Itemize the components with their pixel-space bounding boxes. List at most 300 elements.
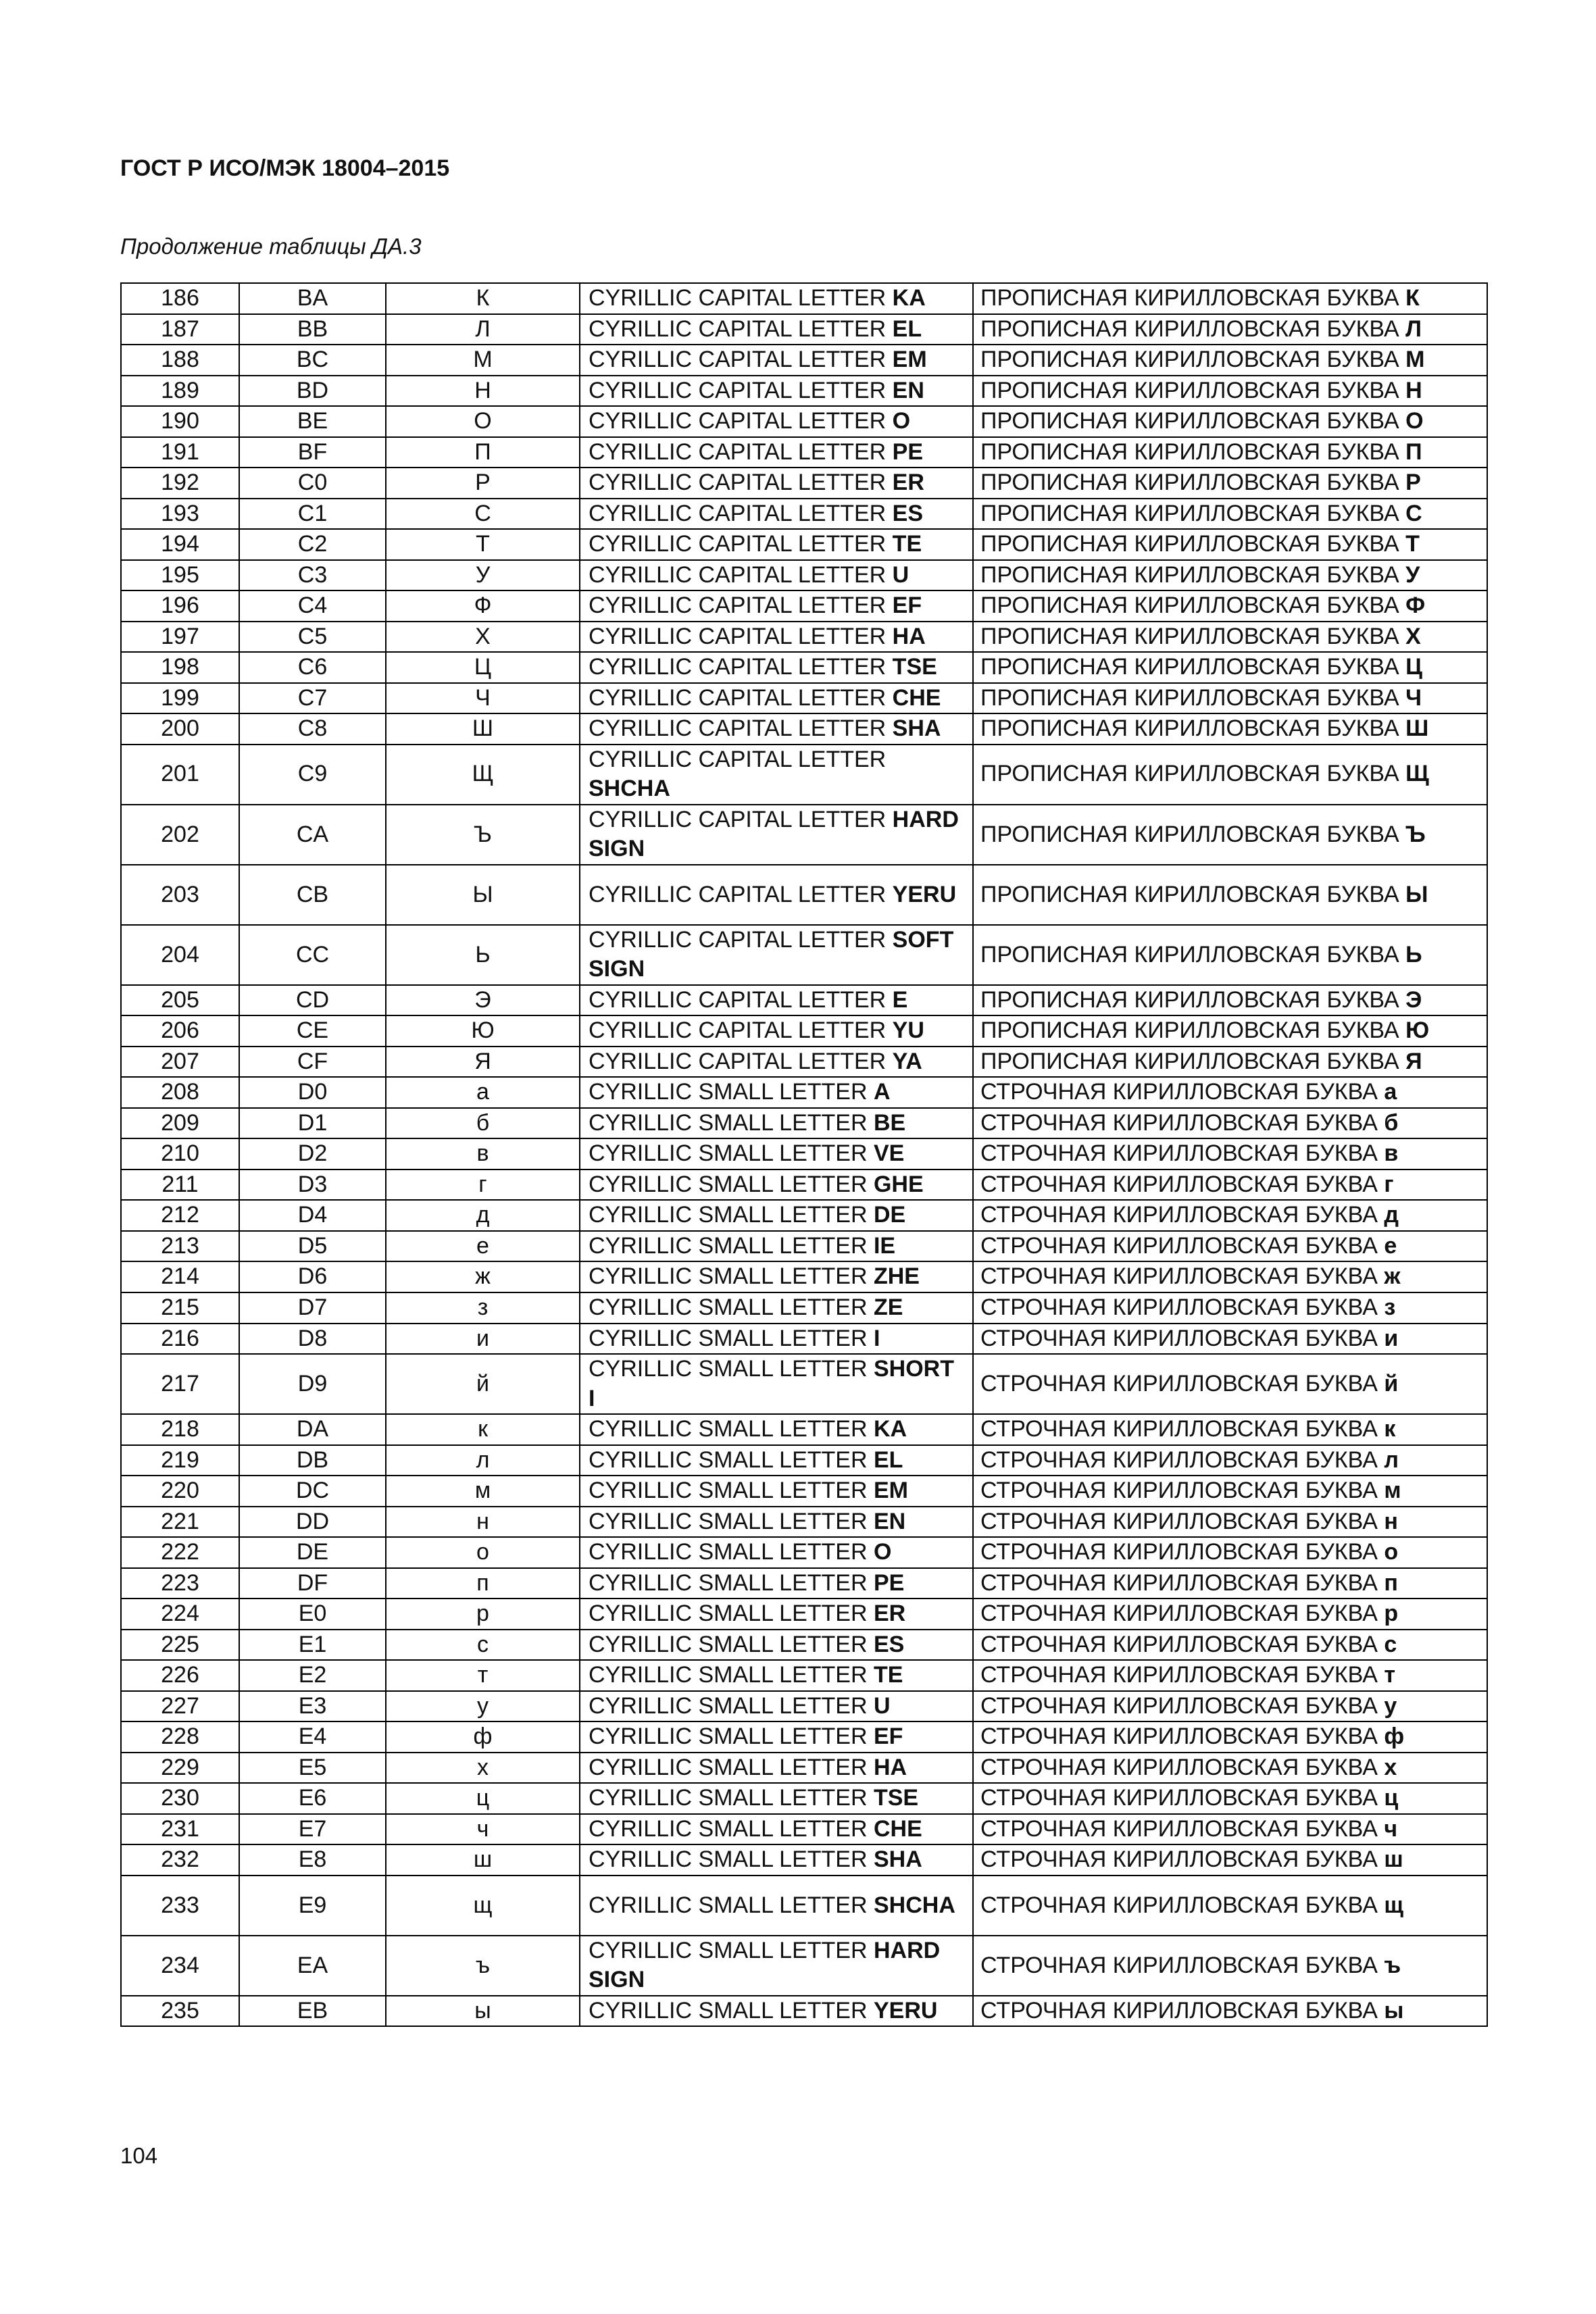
russian-name-prefix: ПРОПИСНАЯ КИРИЛЛОВСКАЯ БУКВА (980, 881, 1406, 907)
russian-name-cell (973, 1231, 1487, 1262)
unicode-name-prefix: CYRILLIC CAPITAL LETTER (589, 986, 893, 1013)
russian-name-prefix: СТРОЧНАЯ КИРИЛЛОВСКАЯ БУКВА (980, 1140, 1385, 1167)
russian-name-prefix: СТРОЧНАЯ КИРИЛЛОВСКАЯ БУКВА (980, 1294, 1385, 1320)
unicode-name-cell (580, 345, 973, 376)
russian-name-prefix: ПРОПИСНАЯ КИРИЛЛОВСКАЯ БУКВА (980, 715, 1406, 742)
unicode-name-prefix: CYRILLIC SMALL LETTER (589, 1447, 874, 1473)
glyph-cell: Х (386, 622, 580, 653)
russian-letter: ж (1384, 1263, 1401, 1290)
table-row (121, 1630, 1487, 1661)
unicode-letter-name: EF (892, 593, 922, 619)
hex-code-cell: E6 (239, 1783, 386, 1814)
hex-code-cell: D7 (239, 1292, 386, 1324)
russian-letter: й (1384, 1370, 1399, 1397)
glyph-cell: О (386, 406, 580, 437)
decimal-code-cell: 187 (121, 314, 239, 345)
russian-name-prefix: СТРОЧНАЯ КИРИЛЛОВСКАЯ БУКВА (980, 1997, 1385, 2023)
table-row (121, 1292, 1487, 1324)
russian-letter: М (1405, 347, 1425, 373)
table-row (121, 1568, 1487, 1599)
hex-code-cell: DF (239, 1568, 386, 1599)
unicode-name-cell (580, 499, 973, 530)
unicode-letter-name: ES (892, 500, 924, 526)
glyph-cell: з (386, 1292, 580, 1324)
table-row (121, 314, 1487, 345)
unicode-name-cell (580, 622, 973, 653)
hex-code-cell: BA (239, 283, 386, 314)
unicode-name-cell (580, 468, 973, 499)
unicode-name-cell (580, 1200, 973, 1231)
unicode-letter-name: TSE (873, 1785, 919, 1811)
russian-letter: з (1384, 1294, 1396, 1320)
unicode-letter-name: SHCHA (873, 1892, 955, 1918)
hex-code-cell: EB (239, 1996, 386, 2027)
decimal-code-cell: 234 (121, 1936, 239, 1996)
unicode-letter-name: GHE (873, 1171, 924, 1197)
unicode-name-cell (580, 1814, 973, 1845)
russian-name-cell (973, 468, 1487, 499)
russian-name-cell (973, 985, 1487, 1016)
russian-letter: Э (1405, 986, 1422, 1013)
unicode-name-prefix: CYRILLIC CAPITAL LETTER (589, 1048, 893, 1074)
unicode-letter-name: ES (873, 1631, 905, 1657)
table-row (121, 437, 1487, 468)
russian-name-cell (973, 1783, 1487, 1814)
unicode-name-prefix: CYRILLIC SMALL LETTER (589, 1539, 874, 1565)
table-row (121, 529, 1487, 560)
glyph-cell: ч (386, 1814, 580, 1845)
russian-name-cell (973, 283, 1487, 314)
table-row (121, 1324, 1487, 1355)
russian-letter: Ч (1405, 684, 1422, 711)
russian-name-prefix: СТРОЧНАЯ КИРИЛЛОВСКАЯ БУКВА (980, 1508, 1385, 1534)
decimal-code-cell: 225 (121, 1630, 239, 1661)
russian-letter: р (1384, 1601, 1399, 1627)
unicode-name-cell (580, 865, 973, 925)
unicode-letter-name: KA (892, 285, 926, 311)
glyph-cell: к (386, 1414, 580, 1445)
table-row (121, 1077, 1487, 1108)
hex-code-cell: C2 (239, 529, 386, 560)
unicode-letter-name: EN (873, 1508, 906, 1534)
decimal-code-cell: 219 (121, 1445, 239, 1476)
unicode-name-prefix: CYRILLIC SMALL LETTER (589, 1171, 874, 1197)
glyph-cell: Ъ (386, 805, 580, 865)
decimal-code-cell: 227 (121, 1691, 239, 1722)
russian-name-cell (973, 1568, 1487, 1599)
decimal-code-cell: 210 (121, 1138, 239, 1169)
table-row (121, 1537, 1487, 1568)
unicode-name-prefix: CYRILLIC SMALL LETTER (589, 1631, 874, 1657)
russian-name-prefix: СТРОЧНАЯ КИРИЛЛОВСКАЯ БУКВА (980, 1692, 1385, 1719)
russian-name-prefix: ПРОПИСНАЯ КИРИЛЛОВСКАЯ БУКВА (980, 377, 1406, 403)
russian-name-prefix: ПРОПИСНАЯ КИРИЛЛОВСКАЯ БУКВА (980, 561, 1406, 588)
unicode-name-prefix: CYRILLIC CAPITAL LETTER (589, 438, 893, 465)
unicode-name-prefix: CYRILLIC SMALL LETTER (589, 1416, 874, 1442)
unicode-name-prefix: CYRILLIC CAPITAL LETTER (589, 470, 893, 496)
unicode-letter-name: KA (873, 1416, 907, 1442)
hex-code-cell: D3 (239, 1169, 386, 1201)
russian-name-prefix: СТРОЧНАЯ КИРИЛЛОВСКАЯ БУКВА (980, 1478, 1385, 1504)
unicode-name-prefix: CYRILLIC CAPITAL LETTER (589, 377, 893, 403)
unicode-name-cell (580, 1138, 973, 1169)
decimal-code-cell: 203 (121, 865, 239, 925)
decimal-code-cell: 230 (121, 1783, 239, 1814)
unicode-name-prefix: CYRILLIC CAPITAL LETTER (589, 1017, 893, 1044)
table-row (121, 1599, 1487, 1630)
unicode-letter-name: EN (892, 377, 924, 403)
decimal-code-cell: 205 (121, 985, 239, 1016)
unicode-name-cell (580, 1568, 973, 1599)
russian-name-prefix: ПРОПИСНАЯ КИРИЛЛОВСКАЯ БУКВА (980, 821, 1406, 847)
russian-name-prefix: СТРОЧНАЯ КИРИЛЛОВСКАЯ БУКВА (980, 1601, 1385, 1627)
hex-code-cell: D9 (239, 1354, 386, 1414)
decimal-code-cell: 222 (121, 1537, 239, 1568)
decimal-code-cell: 201 (121, 745, 239, 805)
glyph-cell: т (386, 1660, 580, 1691)
russian-letter: с (1384, 1631, 1397, 1657)
table-row (121, 683, 1487, 714)
unicode-letter-name: TE (873, 1662, 903, 1688)
decimal-code-cell: 191 (121, 437, 239, 468)
russian-name-prefix: СТРОЧНАЯ КИРИЛЛОВСКАЯ БУКВА (980, 1109, 1385, 1136)
unicode-name-cell (580, 283, 973, 314)
decimal-code-cell: 209 (121, 1108, 239, 1139)
hex-code-cell: DB (239, 1445, 386, 1476)
hex-code-cell: C8 (239, 713, 386, 745)
decimal-code-cell: 226 (121, 1660, 239, 1691)
table-row (121, 1844, 1487, 1876)
unicode-name-cell (580, 1108, 973, 1139)
unicode-name-cell (580, 1015, 973, 1047)
russian-name-cell (973, 314, 1487, 345)
russian-letter: х (1384, 1754, 1397, 1780)
russian-name-prefix: СТРОЧНАЯ КИРИЛЛОВСКАЯ БУКВА (980, 1815, 1385, 1842)
russian-name-cell (973, 529, 1487, 560)
glyph-cell: е (386, 1231, 580, 1262)
unicode-letter-name: ER (892, 470, 924, 496)
unicode-name-cell (580, 1537, 973, 1568)
russian-letter: Т (1405, 531, 1420, 557)
russian-name-prefix: СТРОЧНАЯ КИРИЛЛОВСКАЯ БУКВА (980, 1171, 1385, 1197)
unicode-letter-name: ER (873, 1601, 906, 1627)
decimal-code-cell: 216 (121, 1324, 239, 1355)
table-row (121, 1691, 1487, 1722)
russian-letter: Ш (1405, 715, 1429, 742)
table-row (121, 985, 1487, 1016)
russian-letter: Ц (1405, 654, 1422, 680)
glyph-cell: р (386, 1599, 580, 1630)
decimal-code-cell: 211 (121, 1169, 239, 1201)
russian-name-cell (973, 1476, 1487, 1507)
hex-code-cell: D8 (239, 1324, 386, 1355)
unicode-name-prefix: CYRILLIC SMALL LETTER (589, 1724, 874, 1750)
hex-code-cell: BF (239, 437, 386, 468)
russian-name-cell (973, 1844, 1487, 1876)
hex-code-cell: CB (239, 865, 386, 925)
unicode-letter-name: A (873, 1079, 891, 1105)
glyph-cell: в (386, 1138, 580, 1169)
table-row (121, 745, 1487, 805)
hex-code-cell: C7 (239, 683, 386, 714)
unicode-letter-name: TSE (892, 654, 937, 680)
unicode-letter-name: PE (892, 438, 924, 465)
hex-code-cell: E9 (239, 1876, 386, 1936)
russian-name-cell (973, 376, 1487, 407)
decimal-code-cell: 200 (121, 713, 239, 745)
hex-code-cell: D2 (239, 1138, 386, 1169)
russian-name-prefix: ПРОПИСНАЯ КИРИЛЛОВСКАЯ БУКВА (980, 1017, 1406, 1044)
table-row (121, 406, 1487, 437)
russian-letter: Я (1405, 1048, 1422, 1074)
unicode-name-cell (580, 1354, 973, 1414)
russian-name-cell (973, 1599, 1487, 1630)
russian-name-prefix: СТРОЧНАЯ КИРИЛЛОВСКАЯ БУКВА (980, 1202, 1385, 1228)
table-row (121, 1996, 1487, 2027)
russian-letter: ф (1384, 1724, 1405, 1750)
unicode-name-prefix: CYRILLIC SMALL LETTER (589, 1846, 874, 1873)
glyph-cell: К (386, 283, 580, 314)
russian-name-prefix: ПРОПИСНАЯ КИРИЛЛОВСКАЯ БУКВА (980, 941, 1406, 967)
russian-name-prefix: ПРОПИСНАЯ КИРИЛЛОВСКАЯ БУКВА (980, 500, 1406, 526)
unicode-letter-name: E (892, 986, 908, 1013)
unicode-name-prefix: CYRILLIC SMALL LETTER (589, 1294, 874, 1320)
russian-name-prefix: СТРОЧНАЯ КИРИЛЛОВСКАЯ БУКВА (980, 1846, 1385, 1873)
russian-name-cell (973, 1015, 1487, 1047)
unicode-name-prefix: CYRILLIC CAPITAL LETTER (589, 285, 893, 311)
russian-name-cell (973, 1814, 1487, 1845)
unicode-name-prefix: CYRILLIC CAPITAL LETTER (589, 881, 893, 907)
unicode-name-cell (580, 406, 973, 437)
glyph-cell: н (386, 1507, 580, 1538)
page-number: 104 (120, 2143, 158, 2168)
unicode-letter-name: BE (873, 1109, 906, 1136)
unicode-letter-name: CHE (892, 684, 941, 711)
decimal-code-cell: 206 (121, 1015, 239, 1047)
unicode-letter-name: EL (892, 316, 922, 342)
table-row (121, 805, 1487, 865)
russian-name-prefix: ПРОПИСНАЯ КИРИЛЛОВСКАЯ БУКВА (980, 1048, 1406, 1074)
unicode-name-prefix: CYRILLIC SMALL LETTER (589, 1892, 874, 1918)
unicode-name-cell (580, 652, 973, 683)
decimal-code-cell: 190 (121, 406, 239, 437)
russian-name-cell (973, 1537, 1487, 1568)
unicode-letter-name: ZHE (873, 1263, 920, 1290)
unicode-letter-name: PE (873, 1569, 905, 1596)
table-row (121, 925, 1487, 985)
russian-name-prefix: СТРОЧНАЯ КИРИЛЛОВСКАЯ БУКВА (980, 1325, 1385, 1351)
hex-code-cell: BD (239, 376, 386, 407)
unicode-name-cell (580, 1996, 973, 2027)
glyph-cell: м (386, 1476, 580, 1507)
unicode-name-prefix: CYRILLIC CAPITAL LETTER (589, 715, 893, 742)
russian-name-cell (973, 1169, 1487, 1201)
unicode-name-prefix: CYRILLIC SMALL LETTER (589, 1785, 874, 1811)
russian-name-prefix: ПРОПИСНАЯ КИРИЛЛОВСКАЯ БУКВА (980, 531, 1406, 557)
table-row (121, 468, 1487, 499)
decimal-code-cell: 194 (121, 529, 239, 560)
unicode-name-cell (580, 805, 973, 865)
unicode-letter-name: TE (892, 531, 922, 557)
russian-name-cell (973, 1507, 1487, 1538)
russian-letter: а (1384, 1079, 1397, 1105)
hex-code-cell: E3 (239, 1691, 386, 1722)
hex-code-cell: BB (239, 314, 386, 345)
decimal-code-cell: 204 (121, 925, 239, 985)
table-row (121, 560, 1487, 591)
russian-letter: е (1384, 1232, 1397, 1259)
russian-name-prefix: ПРОПИСНАЯ КИРИЛЛОВСКАЯ БУКВА (980, 470, 1406, 496)
unicode-letter-name: YU (892, 1017, 924, 1044)
table-row (121, 1138, 1487, 1169)
glyph-cell: Т (386, 529, 580, 560)
unicode-name-prefix: CYRILLIC SMALL LETTER (589, 1140, 874, 1167)
russian-name-prefix: СТРОЧНАЯ КИРИЛЛОВСКАЯ БУКВА (980, 1785, 1385, 1811)
russian-name-prefix: СТРОЧНАЯ КИРИЛЛОВСКАЯ БУКВА (980, 1754, 1385, 1780)
russian-letter: в (1384, 1140, 1399, 1167)
unicode-name-cell (580, 1047, 973, 1078)
hex-code-cell: C9 (239, 745, 386, 805)
russian-name-cell (973, 713, 1487, 745)
hex-code-cell: D1 (239, 1108, 386, 1139)
hex-code-cell: E0 (239, 1599, 386, 1630)
russian-name-prefix: ПРОПИСНАЯ КИРИЛЛОВСКАЯ БУКВА (980, 654, 1406, 680)
table-row (121, 1936, 1487, 1996)
hex-code-cell: E7 (239, 1814, 386, 1845)
table-caption: Продолжение таблицы ДА.3 (120, 234, 422, 259)
russian-letter: ц (1384, 1785, 1399, 1811)
unicode-letter-name: HA (873, 1754, 907, 1780)
russian-letter: П (1405, 438, 1422, 465)
unicode-name-prefix: CYRILLIC SMALL LETTER (589, 1079, 874, 1105)
russian-name-cell (973, 1261, 1487, 1292)
table-row (121, 1721, 1487, 1753)
unicode-name-cell (580, 1936, 973, 1996)
russian-letter: Х (1405, 623, 1421, 649)
unicode-letter-name: ZE (873, 1294, 903, 1320)
russian-letter: б (1384, 1109, 1399, 1136)
unicode-name-cell (580, 437, 973, 468)
unicode-name-prefix: CYRILLIC SMALL LETTER (589, 1109, 874, 1136)
hex-code-cell: C4 (239, 590, 386, 622)
unicode-name-prefix: CYRILLIC SMALL LETTER (589, 1692, 874, 1719)
hex-code-cell: DC (239, 1476, 386, 1507)
table-row (121, 1445, 1487, 1476)
russian-letter: Ъ (1405, 821, 1426, 847)
russian-name-cell (973, 745, 1487, 805)
russian-name-cell (973, 1047, 1487, 1078)
glyph-cell: Я (386, 1047, 580, 1078)
glyph-cell: г (386, 1169, 580, 1201)
unicode-name-cell (580, 1753, 973, 1784)
decimal-code-cell: 229 (121, 1753, 239, 1784)
unicode-name-prefix: CYRILLIC SMALL LETTER (589, 1478, 874, 1504)
unicode-name-cell (580, 1599, 973, 1630)
unicode-name-cell (580, 1476, 973, 1507)
unicode-name-cell (580, 683, 973, 714)
unicode-name-prefix: CYRILLIC CAPITAL LETTER (589, 593, 893, 619)
russian-name-cell (973, 1354, 1487, 1414)
unicode-name-prefix: CYRILLIC SMALL LETTER (589, 1601, 874, 1627)
glyph-cell: Р (386, 468, 580, 499)
glyph-cell: щ (386, 1876, 580, 1936)
glyph-cell: ш (386, 1844, 580, 1876)
glyph-cell: У (386, 560, 580, 591)
russian-name-cell (973, 406, 1487, 437)
unicode-name-cell (580, 560, 973, 591)
russian-letter: Р (1405, 470, 1421, 496)
document-title: ГОСТ Р ИСО/МЭК 18004–2015 (120, 155, 450, 181)
unicode-name-prefix: CYRILLIC SMALL LETTER (589, 1569, 874, 1596)
decimal-code-cell: 235 (121, 1996, 239, 2027)
table-row (121, 1507, 1487, 1538)
unicode-name-prefix: CYRILLIC CAPITAL LETTER (589, 531, 893, 557)
glyph-cell: й (386, 1354, 580, 1414)
russian-letter: г (1384, 1171, 1394, 1197)
russian-name-cell (973, 1108, 1487, 1139)
russian-name-prefix: ПРОПИСНАЯ КИРИЛЛОВСКАЯ БУКВА (980, 316, 1406, 342)
hex-code-cell: BE (239, 406, 386, 437)
unicode-letter-name: O (873, 1539, 892, 1565)
table-row (121, 1015, 1487, 1047)
table-row (121, 865, 1487, 925)
hex-code-cell: C3 (239, 560, 386, 591)
hex-code-cell: E1 (239, 1630, 386, 1661)
decimal-code-cell: 208 (121, 1077, 239, 1108)
decimal-code-cell: 189 (121, 376, 239, 407)
glyph-cell: б (386, 1108, 580, 1139)
unicode-letter-name: SHORT I (589, 1356, 954, 1411)
russian-letter: м (1384, 1478, 1401, 1504)
unicode-name-prefix: CYRILLIC CAPITAL LETTER (589, 654, 893, 680)
table-row (121, 1231, 1487, 1262)
unicode-letter-name: HARD SIGN (589, 1937, 941, 1993)
unicode-name-prefix: CYRILLIC CAPITAL LETTER (589, 347, 893, 373)
unicode-letter-name: YA (892, 1048, 922, 1074)
unicode-name-cell (580, 1630, 973, 1661)
decimal-code-cell: 186 (121, 283, 239, 314)
russian-name-prefix: СТРОЧНАЯ КИРИЛЛОВСКАЯ БУКВА (980, 1631, 1385, 1657)
russian-name-cell (973, 1077, 1487, 1108)
russian-letter: У (1405, 561, 1420, 588)
russian-name-cell (973, 622, 1487, 653)
glyph-cell: ы (386, 1996, 580, 2027)
russian-letter: Н (1405, 377, 1422, 403)
table-row (121, 1047, 1487, 1078)
glyph-cell: ъ (386, 1936, 580, 1996)
russian-name-cell (973, 1414, 1487, 1445)
russian-name-prefix: СТРОЧНАЯ КИРИЛЛОВСКАЯ БУКВА (980, 1662, 1385, 1688)
decimal-code-cell: 213 (121, 1231, 239, 1262)
unicode-name-prefix: CYRILLIC SMALL LETTER (589, 1325, 874, 1351)
glyph-cell: Ч (386, 683, 580, 714)
russian-name-cell (973, 1630, 1487, 1661)
table-row (121, 1108, 1487, 1139)
russian-name-cell (973, 1876, 1487, 1936)
russian-name-prefix: ПРОПИСНАЯ КИРИЛЛОВСКАЯ БУКВА (980, 347, 1406, 373)
hex-code-cell: D5 (239, 1231, 386, 1262)
russian-name-prefix: ПРОПИСНАЯ КИРИЛЛОВСКАЯ БУКВА (980, 761, 1406, 787)
table-row (121, 1814, 1487, 1845)
russian-name-prefix: СТРОЧНАЯ КИРИЛЛОВСКАЯ БУКВА (980, 1539, 1385, 1565)
russian-name-cell (973, 805, 1487, 865)
russian-name-prefix: СТРОЧНАЯ КИРИЛЛОВСКАЯ БУКВА (980, 1952, 1385, 1978)
unicode-name-cell (580, 1876, 973, 1936)
unicode-name-cell (580, 1261, 973, 1292)
russian-name-cell (973, 560, 1487, 591)
glyph-cell: п (386, 1568, 580, 1599)
russian-letter: С (1405, 500, 1422, 526)
